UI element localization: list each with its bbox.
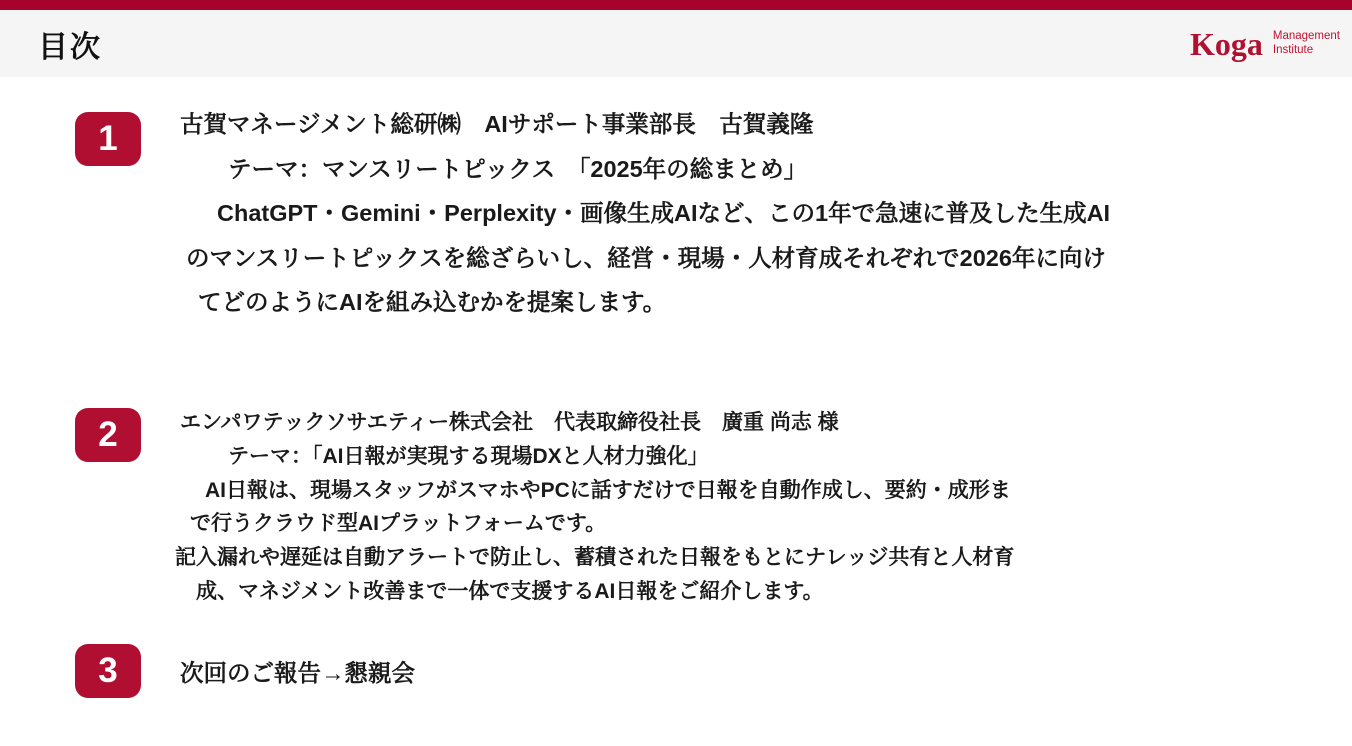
logo-wordmark: Koga bbox=[1189, 25, 1263, 62]
toc-item-1-line-4: のマンスリートピックスを総ざらいし、経営・現場・人材育成それぞれで2026年に向け bbox=[186, 244, 1106, 271]
item-1-number: 1 bbox=[98, 119, 118, 158]
logo-subtitle bbox=[1273, 30, 1340, 56]
toc-item-2-line-6: 成、マネジメント改善まで一体で支援するAI日報をご紹介します。 bbox=[196, 579, 824, 603]
toc-item-3-line-1: 次回のご報告→懇親会 bbox=[180, 660, 415, 686]
top-accent-bar bbox=[0, 0, 1352, 10]
toc-item-2-line-2: テーマ：「AI日報が実現する現場DXと人材力強化」 bbox=[228, 444, 709, 468]
toc-item-1-line-1: 古賀マネージメント総研㈱ AIサポート事業部長 古賀義隆 bbox=[180, 111, 814, 137]
toc-item-2-line-1: エンパワテックソサエティー株式会社 代表取締役社長 廣重 尚志 様 bbox=[180, 411, 839, 434]
logo-subtitle-line1: Management bbox=[1272, 30, 1340, 43]
toc-item-3-text bbox=[0, 644, 415, 698]
koga-logo bbox=[1189, 25, 1342, 62]
toc-item-2-text bbox=[0, 406, 1342, 609]
toc-item-1-line-2: テーマ：マンスリートピックス 「2025年の総まとめ」 bbox=[228, 155, 808, 182]
toc-item-1-line-5: てどのようにAIを組み込むかを提案します。 bbox=[198, 289, 667, 315]
item-2-number: 2 bbox=[98, 415, 118, 454]
toc-item-2-line-5: 記入漏れや遅延は自動アラートで防止し、蓄積された日報をもとにナレッジ共有と人材育 bbox=[175, 546, 1015, 570]
logo-subtitle-line2: Institute bbox=[1272, 43, 1314, 56]
toc-item-2-line-4: で行うクラウド型AIプラットフォームです。 bbox=[190, 512, 607, 536]
toc-item-1-text bbox=[0, 102, 1342, 325]
page-title: 目次 bbox=[38, 30, 102, 64]
header bbox=[0, 10, 1352, 77]
toc-item-2-line-3: AI日報は、現場スタッフがスマホやPCに話すだけで日報を自動作成し、要約・成形ま bbox=[205, 478, 1011, 502]
toc-item-1-line-3: ChatGPT・Gemini・Perplexity・画像生成AIなど、この1年で急速に普及した生成AI bbox=[217, 200, 1111, 226]
item-3-number: 3 bbox=[98, 651, 118, 690]
